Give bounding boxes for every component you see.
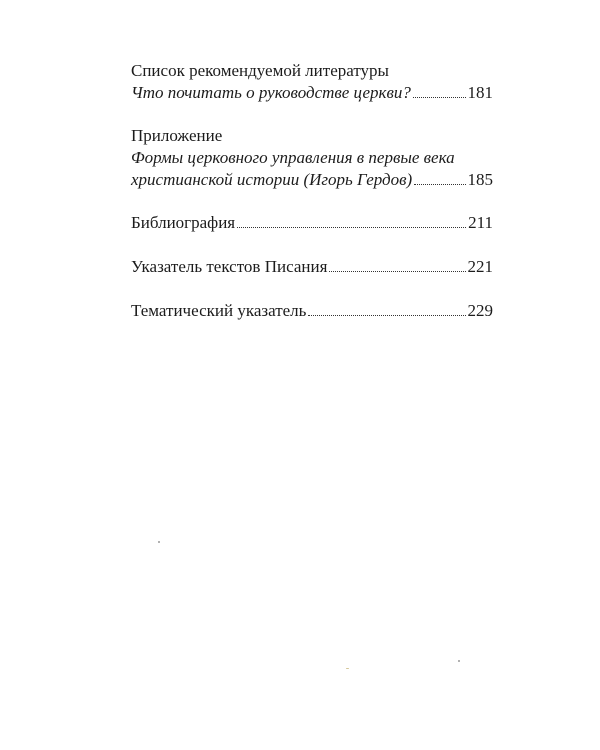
toc-entry-bibliography [131, 212, 493, 234]
toc-page-number: 221 [467, 257, 493, 276]
toc-section-scripture-index [131, 256, 493, 278]
toc-entry-scripture-index [131, 256, 493, 278]
dot-leader [414, 183, 465, 185]
toc-section-bibliography [131, 212, 493, 234]
toc-page-number: 229 [467, 301, 493, 320]
toc-entry-title: Библиография [131, 213, 236, 232]
paper-speck [458, 660, 460, 662]
toc-entry-subject-index [131, 300, 493, 322]
toc-entry-appendix-line2 [131, 169, 493, 191]
paper-speck [346, 668, 349, 669]
toc-page-number: 181 [467, 83, 493, 102]
toc-heading-appendix: Приложение [131, 126, 223, 145]
toc-heading-recommended: Список рекомендуемой литературы [131, 61, 389, 80]
dot-leader [329, 270, 465, 272]
toc-entry-appendix-line1: Формы церковного управления в первые века [131, 148, 455, 167]
toc-page-number: 211 [468, 213, 493, 232]
toc-section-subject-index [131, 300, 493, 322]
toc-section-recommended [131, 60, 493, 104]
toc-section-appendix [131, 125, 493, 191]
toc-page-number: 185 [467, 170, 493, 189]
toc-entry-title: Что почитать о руководстве церкви? [131, 83, 411, 102]
dot-leader [413, 96, 466, 98]
toc-entry-title: христианской истории (Игорь Гердов) [131, 170, 413, 189]
toc-entry-title: Указатель текстов Писания [131, 257, 328, 276]
table-of-contents [131, 60, 493, 344]
paper-speck [158, 541, 160, 543]
toc-entry-recommended-sub [131, 82, 493, 104]
toc-entry-title: Тематический указатель [131, 301, 307, 320]
dot-leader [237, 226, 466, 228]
dot-leader [308, 314, 465, 316]
